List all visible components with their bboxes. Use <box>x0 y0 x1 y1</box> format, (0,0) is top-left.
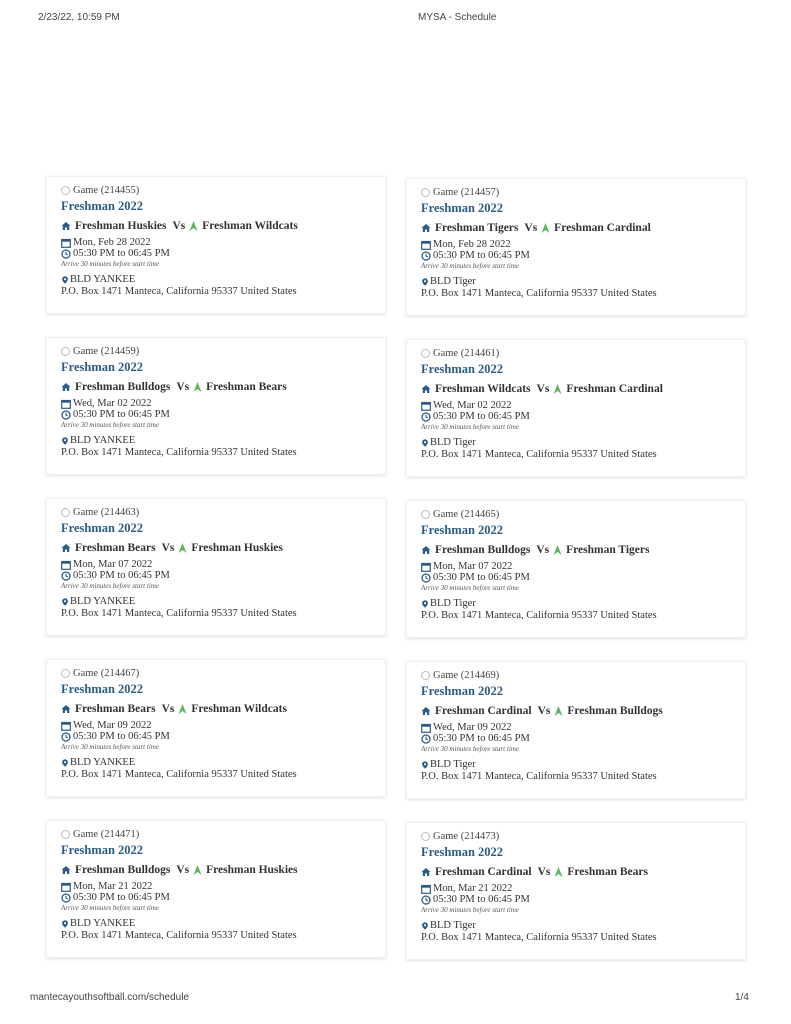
home-team: Freshman Bulldogs <box>75 381 171 393</box>
calendar-icon <box>61 721 71 731</box>
map-pin-icon <box>61 275 69 285</box>
division-title: Freshman 2022 <box>61 843 144 857</box>
away-arrow-icon <box>541 223 550 234</box>
division-title: Freshman 2022 <box>61 682 144 696</box>
location-name: BLD YANKEE <box>70 435 136 446</box>
away-team: Freshman Wildcats <box>202 220 298 232</box>
clock-icon <box>421 412 431 422</box>
location-address: P.O. Box 1471 Manteca, California 95337 United States <box>421 771 657 782</box>
game-date: Wed, Mar 09 2022 <box>73 720 152 731</box>
calendar-icon <box>61 399 71 409</box>
location-row <box>421 437 733 448</box>
clock-icon <box>421 573 431 583</box>
clock-icon <box>421 251 431 261</box>
game-id: Game (214465) <box>433 509 500 520</box>
calendar-icon <box>61 238 71 248</box>
vs-label: Vs <box>176 381 190 393</box>
away-team: Freshman Cardinal <box>566 383 663 395</box>
calendar-icon <box>61 560 71 570</box>
home-icon <box>61 704 71 714</box>
map-pin-icon <box>421 760 429 770</box>
game-time: 05:30 PM to 06:45 PM <box>73 409 170 420</box>
location-name: BLD YANKEE <box>70 596 136 607</box>
matchup <box>421 705 733 717</box>
map-pin-icon <box>421 277 429 287</box>
home-team: Freshman Huskies <box>75 220 167 232</box>
location-row <box>421 276 733 287</box>
location-address: P.O. Box 1471 Manteca, California 95337 United States <box>421 449 657 460</box>
calendar-icon <box>61 882 71 892</box>
footer-url[interactable]: mantecayouthsoftball.com/schedule <box>30 992 189 1003</box>
home-icon <box>421 706 431 716</box>
clock-icon <box>61 732 71 742</box>
away-team: Freshman Wildcats <box>191 703 287 715</box>
select-radio[interactable] <box>61 347 70 356</box>
division-title: Freshman 2022 <box>61 199 144 213</box>
division-title: Freshman 2022 <box>421 201 504 215</box>
location-name: BLD Tiger <box>430 759 476 770</box>
calendar-icon <box>421 401 431 411</box>
location-name: BLD YANKEE <box>70 274 136 285</box>
game-card <box>46 337 386 475</box>
print-datetime: 2/23/22, 10:59 PM <box>38 12 120 23</box>
home-team: Freshman Bears <box>75 703 156 715</box>
clock-icon <box>61 249 71 259</box>
game-date: Wed, Mar 09 2022 <box>433 722 512 733</box>
matchup <box>421 222 733 234</box>
away-team: Freshman Huskies <box>206 864 298 876</box>
away-arrow-icon <box>178 543 187 554</box>
game-time: 05:30 PM to 06:45 PM <box>73 892 170 903</box>
away-arrow-icon <box>553 545 562 556</box>
time-row <box>421 411 733 422</box>
map-pin-icon <box>421 599 429 609</box>
game-id-row <box>421 187 733 198</box>
game-card <box>46 498 386 636</box>
game-id-row <box>61 507 373 518</box>
date-row <box>61 237 373 248</box>
location-row <box>421 920 733 931</box>
game-id-row <box>421 831 733 842</box>
vs-label: Vs <box>536 544 550 556</box>
away-arrow-icon <box>178 704 187 715</box>
time-row <box>421 894 733 905</box>
game-date: Mon, Feb 28 2022 <box>433 239 511 250</box>
game-date: Mon, Mar 07 2022 <box>433 561 513 572</box>
game-date: Mon, Mar 07 2022 <box>73 559 153 570</box>
arrival-note: Arrive 30 minutes before start time <box>61 743 159 751</box>
game-card <box>46 820 386 958</box>
game-id: Game (214457) <box>433 187 500 198</box>
game-id-row <box>61 829 373 840</box>
arrival-note: Arrive 30 minutes before start time <box>421 745 519 753</box>
location-name: BLD Tiger <box>430 276 476 287</box>
date-row <box>421 883 733 894</box>
vs-label: Vs <box>537 866 551 878</box>
clock-icon <box>421 895 431 905</box>
arrival-note: Arrive 30 minutes before start time <box>61 421 159 429</box>
game-id: Game (214461) <box>433 348 500 359</box>
game-time: 05:30 PM to 06:45 PM <box>73 248 170 259</box>
select-radio[interactable] <box>421 188 430 197</box>
select-radio[interactable] <box>421 832 430 841</box>
date-row <box>421 400 733 411</box>
home-icon <box>61 543 71 553</box>
matchup <box>61 542 373 554</box>
date-row <box>421 561 733 572</box>
home-icon <box>61 865 71 875</box>
location-address: P.O. Box 1471 Manteca, California 95337 United States <box>421 610 657 621</box>
matchup <box>61 703 373 715</box>
date-row <box>421 239 733 250</box>
home-icon <box>61 382 71 392</box>
arrival-note: Arrive 30 minutes before start time <box>421 262 519 270</box>
select-radio[interactable] <box>61 508 70 517</box>
away-arrow-icon <box>193 865 202 876</box>
arrival-note: Arrive 30 minutes before start time <box>421 584 519 592</box>
away-arrow-icon <box>193 382 202 393</box>
date-row <box>61 881 373 892</box>
game-id-row <box>421 509 733 520</box>
home-icon <box>61 221 71 231</box>
matchup <box>61 864 373 876</box>
game-id-row <box>61 185 373 196</box>
location-name: BLD Tiger <box>430 437 476 448</box>
map-pin-icon <box>61 436 69 446</box>
date-row <box>61 559 373 570</box>
map-pin-icon <box>61 919 69 929</box>
time-row <box>61 409 373 420</box>
game-date: Wed, Mar 02 2022 <box>433 400 512 411</box>
game-id: Game (214473) <box>433 831 500 842</box>
matchup <box>61 220 373 232</box>
location-name: BLD Tiger <box>430 920 476 931</box>
away-team: Freshman Bears <box>567 866 648 878</box>
game-card <box>406 661 746 799</box>
calendar-icon <box>421 240 431 250</box>
calendar-icon <box>421 562 431 572</box>
matchup <box>421 544 733 556</box>
location-row <box>61 918 373 929</box>
date-row <box>421 722 733 733</box>
time-row <box>61 248 373 259</box>
division-title: Freshman 2022 <box>61 521 144 535</box>
arrival-note: Arrive 30 minutes before start time <box>61 260 159 268</box>
game-time: 05:30 PM to 06:45 PM <box>433 250 530 261</box>
home-team: Freshman Tigers <box>435 222 519 234</box>
game-date: Wed, Mar 02 2022 <box>73 398 152 409</box>
game-time: 05:30 PM to 06:45 PM <box>433 411 530 422</box>
matchup <box>61 381 373 393</box>
game-time: 05:30 PM to 06:45 PM <box>73 570 170 581</box>
location-row <box>61 274 373 285</box>
matchup <box>421 866 733 878</box>
home-team: Freshman Bulldogs <box>75 864 171 876</box>
time-row <box>61 892 373 903</box>
select-radio[interactable] <box>421 349 430 358</box>
time-row <box>421 733 733 744</box>
game-time: 05:30 PM to 06:45 PM <box>73 731 170 742</box>
home-icon <box>421 545 431 555</box>
clock-icon <box>421 734 431 744</box>
arrival-note: Arrive 30 minutes before start time <box>61 582 159 590</box>
away-arrow-icon <box>553 384 562 395</box>
location-address: P.O. Box 1471 Manteca, California 95337 United States <box>61 286 297 297</box>
vs-label: Vs <box>161 542 175 554</box>
time-row <box>421 250 733 261</box>
home-team: Freshman Cardinal <box>435 866 532 878</box>
matchup <box>421 383 733 395</box>
home-team: Freshman Bears <box>75 542 156 554</box>
home-icon <box>421 384 431 394</box>
game-id: Game (214467) <box>73 668 140 679</box>
map-pin-icon <box>61 758 69 768</box>
game-date: Mon, Mar 21 2022 <box>73 881 153 892</box>
game-card <box>406 178 746 316</box>
game-id: Game (214463) <box>73 507 140 518</box>
game-card <box>406 500 746 638</box>
clock-icon <box>61 410 71 420</box>
date-row <box>61 398 373 409</box>
game-card <box>406 822 746 960</box>
division-title: Freshman 2022 <box>421 523 504 537</box>
location-address: P.O. Box 1471 Manteca, California 95337 United States <box>61 930 297 941</box>
map-pin-icon <box>61 597 69 607</box>
location-address: P.O. Box 1471 Manteca, California 95337 United States <box>61 447 297 458</box>
location-row <box>421 759 733 770</box>
location-name: BLD Tiger <box>430 598 476 609</box>
select-radio[interactable] <box>421 671 430 680</box>
clock-icon <box>61 893 71 903</box>
game-id: Game (214469) <box>433 670 500 681</box>
location-address: P.O. Box 1471 Manteca, California 95337 United States <box>61 608 297 619</box>
location-address: P.O. Box 1471 Manteca, California 95337 United States <box>61 769 297 780</box>
time-row <box>61 570 373 581</box>
away-team: Freshman Huskies <box>191 542 283 554</box>
arrival-note: Arrive 30 minutes before start time <box>421 423 519 431</box>
game-date: Mon, Feb 28 2022 <box>73 237 151 248</box>
game-date: Mon, Mar 21 2022 <box>433 883 513 894</box>
game-id-row <box>421 670 733 681</box>
location-row <box>61 596 373 607</box>
division-title: Freshman 2022 <box>421 684 504 698</box>
division-title: Freshman 2022 <box>421 362 504 376</box>
home-team: Freshman Cardinal <box>435 705 532 717</box>
select-radio[interactable] <box>61 830 70 839</box>
game-id-row <box>61 668 373 679</box>
game-time: 05:30 PM to 06:45 PM <box>433 733 530 744</box>
game-time: 05:30 PM to 06:45 PM <box>433 894 530 905</box>
home-icon <box>421 867 431 877</box>
select-radio[interactable] <box>61 669 70 678</box>
arrival-note: Arrive 30 minutes before start time <box>61 904 159 912</box>
vs-label: Vs <box>161 703 175 715</box>
game-id: Game (214471) <box>73 829 140 840</box>
game-card <box>46 176 386 314</box>
game-id-row <box>61 346 373 357</box>
game-card <box>406 339 746 477</box>
calendar-icon <box>421 723 431 733</box>
select-radio[interactable] <box>61 186 70 195</box>
game-card <box>46 659 386 797</box>
vs-label: Vs <box>172 220 186 232</box>
location-name: BLD YANKEE <box>70 757 136 768</box>
home-team: Freshman Bulldogs <box>435 544 531 556</box>
select-radio[interactable] <box>421 510 430 519</box>
location-address: P.O. Box 1471 Manteca, California 95337 United States <box>421 932 657 943</box>
home-team: Freshman Wildcats <box>435 383 531 395</box>
map-pin-icon <box>421 438 429 448</box>
location-name: BLD YANKEE <box>70 918 136 929</box>
away-arrow-icon <box>554 706 563 717</box>
game-id: Game (214455) <box>73 185 140 196</box>
time-row <box>61 731 373 742</box>
away-arrow-icon <box>189 221 198 232</box>
division-title: Freshman 2022 <box>421 845 504 859</box>
page-title: MYSA - Schedule <box>418 12 497 23</box>
clock-icon <box>61 571 71 581</box>
arrival-note: Arrive 30 minutes before start time <box>421 906 519 914</box>
away-team: Freshman Bears <box>206 381 287 393</box>
game-id-row <box>421 348 733 359</box>
date-row <box>61 720 373 731</box>
location-address: P.O. Box 1471 Manteca, California 95337 United States <box>421 288 657 299</box>
page-number: 1/4 <box>735 992 749 1003</box>
division-title: Freshman 2022 <box>61 360 144 374</box>
vs-label: Vs <box>536 383 550 395</box>
calendar-icon <box>421 884 431 894</box>
vs-label: Vs <box>176 864 190 876</box>
location-row <box>61 757 373 768</box>
home-icon <box>421 223 431 233</box>
away-team: Freshman Bulldogs <box>567 705 663 717</box>
map-pin-icon <box>421 921 429 931</box>
game-id: Game (214459) <box>73 346 140 357</box>
vs-label: Vs <box>537 705 551 717</box>
time-row <box>421 572 733 583</box>
away-arrow-icon <box>554 867 563 878</box>
away-team: Freshman Tigers <box>566 544 650 556</box>
away-team: Freshman Cardinal <box>554 222 651 234</box>
location-row <box>61 435 373 446</box>
location-row <box>421 598 733 609</box>
vs-label: Vs <box>524 222 538 234</box>
game-time: 05:30 PM to 06:45 PM <box>433 572 530 583</box>
